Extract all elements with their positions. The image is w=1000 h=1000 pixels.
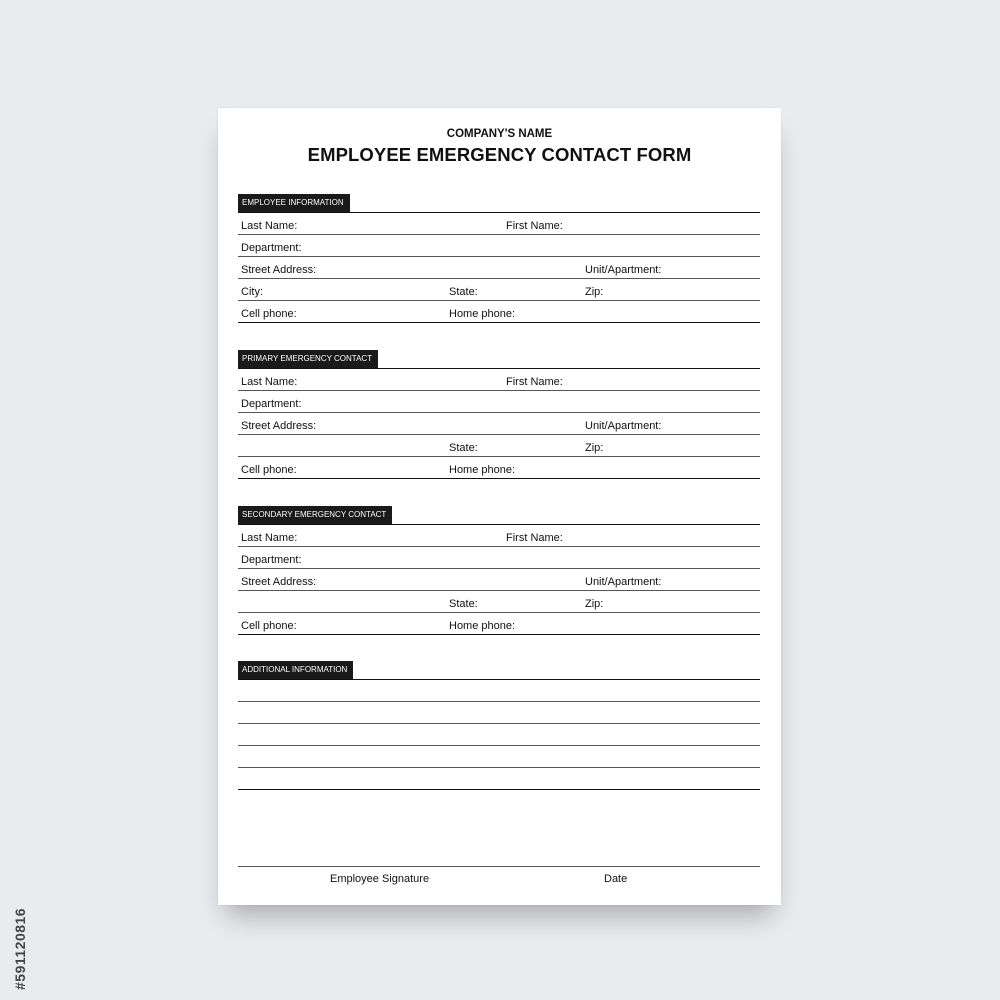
- form-row: [238, 279, 760, 301]
- section-label: EMPLOYEE INFORMATION: [238, 194, 350, 212]
- section-additional-information: [238, 661, 760, 790]
- notes-line[interactable]: [238, 746, 760, 768]
- first-name-field[interactable]: First Name:: [506, 220, 563, 232]
- form-row: [238, 369, 760, 391]
- state-field[interactable]: State:: [449, 598, 478, 610]
- section-secondary-emergency-contact: [238, 506, 760, 635]
- form-page: [218, 108, 781, 905]
- form-row: [238, 301, 760, 323]
- form-title: EMPLOYEE EMERGENCY CONTACT FORM: [307, 144, 692, 165]
- section-primary-emergency-contact: [238, 350, 760, 479]
- section-header: [238, 506, 760, 525]
- section-label: ADDITIONAL INFORMATION: [238, 661, 353, 679]
- section-label: PRIMARY EMERGENCY CONTACT: [238, 350, 378, 368]
- notes-line[interactable]: [238, 680, 760, 702]
- form-row: [238, 235, 760, 257]
- form-row: [238, 435, 760, 457]
- form-row: [238, 525, 760, 547]
- form-row: [238, 213, 760, 235]
- zip-field[interactable]: Zip:: [585, 598, 604, 610]
- cell-phone-field[interactable]: Cell phone:: [241, 308, 297, 320]
- home-phone-field[interactable]: Home phone:: [449, 308, 516, 320]
- zip-field[interactable]: Zip:: [585, 286, 604, 298]
- form-row: [238, 569, 760, 591]
- stock-id-text: #591120816: [12, 907, 28, 990]
- cell-phone-field[interactable]: Cell phone:: [241, 464, 297, 476]
- state-field[interactable]: State:: [449, 286, 478, 298]
- street-address-field[interactable]: Street Address:: [241, 264, 317, 276]
- last-name-field[interactable]: Last Name:: [241, 532, 298, 544]
- section-label: SECONDARY EMERGENCY CONTACT: [238, 506, 392, 524]
- form-row: [238, 413, 760, 435]
- notes-line[interactable]: [238, 724, 760, 746]
- form-row: [238, 591, 760, 613]
- notes-line[interactable]: [238, 702, 760, 724]
- section-header: [238, 194, 760, 213]
- state-field[interactable]: State:: [449, 442, 478, 454]
- notes-line[interactable]: [238, 768, 760, 790]
- street-address-field[interactable]: Street Address:: [241, 576, 317, 588]
- form-row: [238, 391, 760, 413]
- employee-signature-label: Employee Signature: [330, 873, 430, 885]
- unit-apartment-field[interactable]: Unit/Apartment:: [585, 420, 662, 432]
- form-row: [238, 547, 760, 569]
- street-address-field[interactable]: Street Address:: [241, 420, 317, 432]
- home-phone-field[interactable]: Home phone:: [449, 620, 516, 632]
- city-field[interactable]: City:: [241, 286, 263, 298]
- first-name-field[interactable]: First Name:: [506, 376, 563, 388]
- last-name-field[interactable]: Last Name:: [241, 220, 298, 232]
- zip-field[interactable]: Zip:: [585, 442, 604, 454]
- form-row: [238, 257, 760, 279]
- home-phone-field[interactable]: Home phone:: [449, 464, 516, 476]
- form-row: [238, 457, 760, 479]
- department-field[interactable]: Department:: [241, 554, 302, 566]
- date-label: Date: [604, 873, 628, 885]
- first-name-field[interactable]: First Name:: [506, 532, 563, 544]
- signature-line[interactable]: [238, 866, 760, 885]
- company-name: COMPANY'S NAME: [446, 128, 553, 140]
- section-header: [238, 350, 760, 369]
- section-employee-information: [238, 194, 760, 323]
- department-field[interactable]: Department:: [241, 242, 302, 254]
- section-header: [238, 661, 760, 680]
- unit-apartment-field[interactable]: Unit/Apartment:: [585, 264, 662, 276]
- department-field[interactable]: Department:: [241, 398, 302, 410]
- form-row: [238, 613, 760, 635]
- cell-phone-field[interactable]: Cell phone:: [241, 620, 297, 632]
- last-name-field[interactable]: Last Name:: [241, 376, 298, 388]
- unit-apartment-field[interactable]: Unit/Apartment:: [585, 576, 662, 588]
